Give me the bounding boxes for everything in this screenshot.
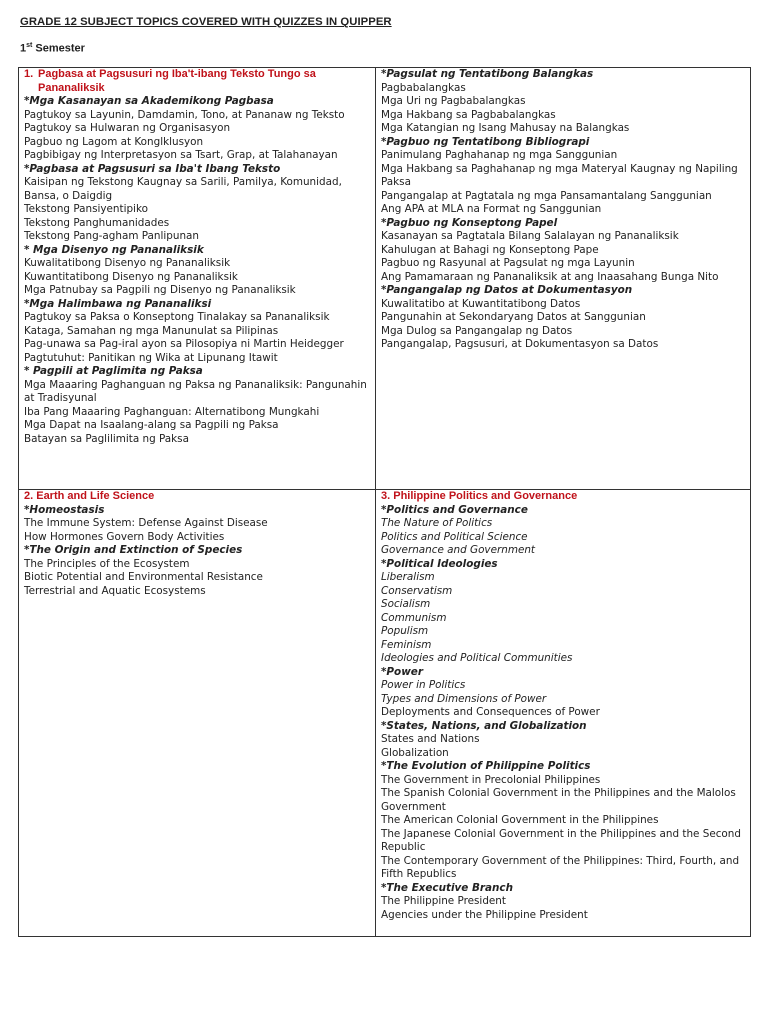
topic-item: Pagbuo ng Lagom at Konglklusyon: [24, 135, 204, 148]
topic-item: Pangangalap, Pagsusuri, at Dokumentasyon sa Datos: [381, 338, 659, 350]
topic-heading: * Pagpili at Paglimita ng Paksa: [24, 365, 203, 377]
topic-item: Kasanayan sa Pagtatala Bilang Salalayan ng Pananaliksik: [381, 230, 679, 242]
topic-item: Pagbibigay ng Interpretasyon sa Tsart, Grap, at Talahanayan: [24, 149, 338, 161]
topic-item: Globalization: [381, 746, 449, 759]
topics-table: [18, 67, 751, 937]
topic-heading: *The Executive Branch: [381, 881, 513, 894]
topic-heading: *The Origin and Extinction of Species: [24, 544, 243, 556]
semester-label: Semester: [35, 42, 85, 55]
topic-item: Ang APA at MLA na Format ng Sanggunian: [381, 203, 602, 215]
topic-heading: *States, Nations, and Globalization: [381, 719, 587, 732]
topic-item: Kuwalitatibo at Kuwantitatibong Datos: [381, 297, 581, 310]
topic-item: Kuwalitatibong Disenyo ng Pananaliksik: [24, 257, 231, 269]
topic-item: How Hormones Govern Body Activities: [24, 530, 225, 543]
subject-heading: [24, 68, 372, 95]
topic-heading: *Pagsulat ng Tentatibong Balangkas: [381, 68, 594, 80]
topic-item: The American Colonial Government in the Philippines: [381, 814, 659, 826]
topic-item: Governance and Government: [381, 544, 536, 556]
cell-content: [381, 490, 747, 922]
topic-item: Mga Katangian ng Isang Mahusay na Balangkas: [381, 122, 630, 134]
topic-item: The Principles of the Ecosystem: [24, 557, 190, 570]
topic-item: Batayan sa Paglilimita ng Paksa: [24, 432, 189, 445]
topic-heading: *Pagbuo ng Konseptong Papel: [381, 216, 558, 229]
topic-item: Ideologies and Political Communities: [381, 652, 573, 664]
topic-heading: * Mga Disenyo ng Pananaliksik: [24, 243, 204, 256]
topic-item: Conservatism: [381, 584, 453, 597]
topic-item: Mga Maaaring Paghanguan ng Paksa ng Pananaliksik: Pangunahin at Tradisyunal: [24, 378, 367, 404]
topic-item: Mga Patnubay sa Pagpili ng Disenyo ng Pananaliksik: [24, 284, 296, 296]
topic-item: The Nature of Politics: [381, 517, 493, 529]
table-row: [19, 490, 751, 937]
topic-item: Pangangalap at Pagtatala ng mga Pansamantalang Sanggunian: [381, 189, 712, 202]
topic-heading: *Mga Kasanayan sa Akademikong Pagbasa: [24, 95, 274, 107]
cell-content: [24, 490, 372, 598]
cell-content: [24, 68, 372, 446]
topic-item: Biotic Potential and Environmental Resistance: [24, 571, 263, 583]
semester-heading: [20, 42, 85, 55]
topic-item: Pangunahin at Sekondaryang Datos at Sanggunian: [381, 311, 646, 323]
document-title: GRADE 12 SUBJECT TOPICS COVERED WITH QUIZZES IN QUIPPER: [20, 16, 392, 28]
topic-heading: *Power: [381, 665, 423, 678]
topic-heading: *Politics and Governance: [381, 503, 528, 516]
table-cell: [19, 490, 376, 937]
subject-number: 1.: [24, 68, 34, 80]
topic-item: Socialism: [381, 598, 431, 610]
topic-item: Kataga, Samahan ng mga Manunulat sa Pilipinas: [24, 324, 279, 337]
topic-item: Tekstong Pansiyentipiko: [24, 203, 148, 215]
topic-heading: *Political Ideologies: [381, 557, 498, 570]
topic-item: Feminism: [381, 638, 432, 651]
topic-item: Mga Hakbang sa Paghahanap ng mga Materyal Kaugnay ng Napiling Paksa: [381, 162, 738, 188]
topic-item: Pag-unawa sa Pag-iral ayon sa Pilosopiya ni Martin Heidegger: [24, 338, 344, 350]
topic-item: Mga Dapat na Isaalang-alang sa Pagpili ng Paksa: [24, 419, 279, 431]
topic-item: Kuwantitatibong Disenyo ng Pananaliksik: [24, 270, 238, 283]
topic-item: Pagbuo ng Rasyunal at Pagsulat ng mga Layunin: [381, 257, 635, 269]
topic-heading: *Pangangalap ng Datos at Dokumentasyon: [381, 284, 633, 296]
topic-item: Mga Hakbang sa Pagbabalangkas: [381, 108, 556, 121]
topic-item: Communism: [381, 611, 447, 624]
topic-item: Pagtukoy sa Hulwaran ng Organisasyon: [24, 122, 231, 134]
topic-heading: *Pagbuo ng Tentatibong Bibliograpi: [381, 135, 590, 148]
topic-item: Agencies under the Philippine President: [381, 908, 588, 921]
topic-item: Kahulugan at Bahagi ng Konseptong Pape: [381, 243, 599, 256]
table-cell: [376, 490, 751, 937]
topic-item: Politics and Political Science: [381, 530, 528, 543]
topic-item: States and Nations: [381, 733, 480, 745]
table-cell: [19, 68, 376, 490]
topic-item: The Government in Precolonial Philippines: [381, 773, 601, 786]
topic-item: Mga Uri ng Pagbabalangkas: [381, 95, 526, 107]
topic-item: Deployments and Consequences of Power: [381, 706, 600, 718]
topic-item: Iba Pang Maaaring Paghanguan: Alternatibong Mungkahi: [24, 405, 320, 418]
topic-item: Pagbabalangkas: [381, 81, 466, 94]
topic-item: Terrestrial and Aquatic Ecosystems: [24, 584, 206, 597]
topic-item: The Immune System: Defense Against Disease: [24, 517, 268, 529]
topic-heading: *Pagbasa at Pagsusuri sa Iba't Ibang Teksto: [24, 162, 281, 175]
topic-heading: *Homeostasis: [24, 503, 105, 516]
topic-item: Populism: [381, 625, 429, 637]
topic-heading: *Mga Halimbawa ng Pananaliksi: [24, 297, 212, 310]
topic-item: Types and Dimensions of Power: [381, 692, 547, 705]
subject-heading: 2. Earth and Life Science: [24, 490, 155, 502]
topic-item: Panimulang Paghahanap ng mga Sanggunian: [381, 149, 618, 161]
topic-item: The Japanese Colonial Government in the Philippines and the Second Republic: [381, 827, 741, 853]
table-row: [19, 68, 751, 490]
subject-title: Pagbasa at Pagsusuri ng Iba't-ibang Teksto Tungo sa Pananaliksik: [38, 68, 316, 94]
subject-heading: 3. Philippine Politics and Governance: [381, 490, 578, 502]
topic-item: Pagtutuhut: Panitikan ng Wika at Lipunang Itawit: [24, 351, 278, 364]
topic-item: Liberalism: [381, 571, 435, 583]
semester-suffix: st: [26, 42, 33, 49]
topic-item: Pagtukoy sa Layunin, Damdamin, Tono, at Pananaw ng Teksto: [24, 108, 345, 121]
topic-item: The Spanish Colonial Government in the Philippines and the Malolos Government: [381, 787, 736, 813]
topic-item: The Philippine President: [381, 895, 506, 907]
cell-content: [381, 68, 747, 352]
topic-item: Tekstong Panghumanidades: [24, 216, 170, 229]
topic-item: Kaisipan ng Tekstong Kaugnay sa Sarili, Pamilya, Komunidad, Bansa, o Daigdig: [24, 176, 342, 202]
topic-item: Ang Pamamaraan ng Pananaliksik at ang Inaasahang Bunga Nito: [381, 270, 719, 283]
topic-item: Pagtukoy sa Paksa o Konseptong Tinalakay sa Pananaliksik: [24, 311, 330, 323]
topic-heading: *The Evolution of Philippine Politics: [381, 760, 591, 772]
topic-item: The Contemporary Government of the Philippines: Third, Fourth, and Fifth Republics: [381, 854, 740, 880]
topic-item: Power in Politics: [381, 679, 466, 691]
table-cell: [376, 68, 751, 490]
semester-number: 1: [20, 42, 27, 55]
topic-item: Mga Dulog sa Pangangalap ng Datos: [381, 324, 573, 337]
topic-item: Tekstong Pang-agham Panlipunan: [24, 230, 199, 242]
